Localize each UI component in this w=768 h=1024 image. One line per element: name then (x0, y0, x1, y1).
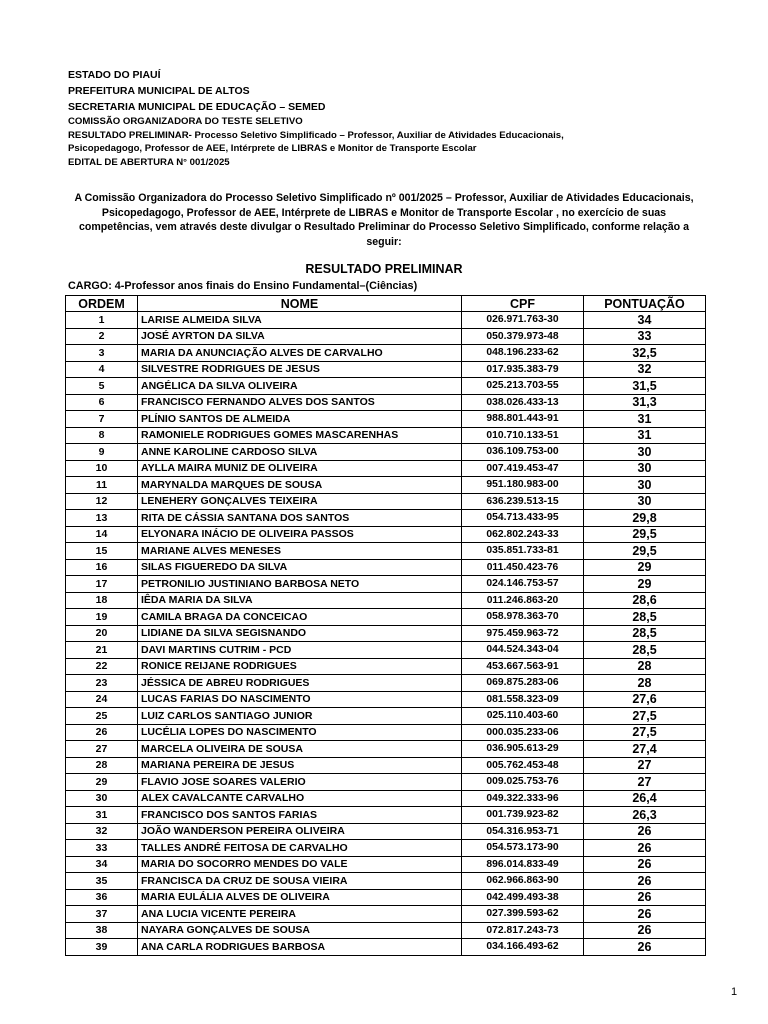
cell-nome: MARIANE ALVES MENESES (138, 543, 462, 560)
table-row (66, 823, 706, 840)
cell-cpf: 049.322.333-96 (462, 790, 584, 807)
cell-cpf: 034.166.493-62 (462, 939, 584, 956)
cell-cpf: 896.014.833-49 (462, 856, 584, 873)
cell-ordem: 32 (66, 823, 138, 840)
cell-pontuacao: 26 (584, 823, 706, 840)
cell-cpf: 005.762.453-48 (462, 757, 584, 774)
cell-ordem: 37 (66, 906, 138, 923)
cell-cpf: 011.450.423-76 (462, 559, 584, 576)
column-header-ordem: ORDEM (66, 296, 138, 312)
cell-pontuacao: 26 (584, 856, 706, 873)
cell-ordem: 22 (66, 658, 138, 675)
cell-nome: ANA LUCIA VICENTE PEREIRA (138, 906, 462, 923)
cell-nome: MARIA DO SOCORRO MENDES DO VALE (138, 856, 462, 873)
table-row (66, 708, 706, 725)
cell-cpf: 010.710.133-51 (462, 427, 584, 444)
cell-cpf: 026.971.763-30 (462, 312, 584, 329)
cell-cpf: 069.875.283-06 (462, 675, 584, 692)
table-row (66, 757, 706, 774)
cell-ordem: 20 (66, 625, 138, 642)
table-row (66, 658, 706, 675)
cell-cpf: 042.499.493-38 (462, 889, 584, 906)
cell-pontuacao: 32,5 (584, 345, 706, 362)
cell-cpf: 636.239.513-15 (462, 493, 584, 510)
cell-ordem: 36 (66, 889, 138, 906)
intro-line: Psicopedagogo, Professor de AEE, Intérprete de LIBRAS e Monitor de Transporte Escolar , no exercício de suas (101, 206, 667, 219)
cell-ordem: 11 (66, 477, 138, 494)
cell-pontuacao: 31,3 (584, 394, 706, 411)
cell-cpf: 050.379.973-48 (462, 328, 584, 345)
header-state: ESTADO DO PIAUÍ (68, 69, 161, 81)
cell-pontuacao: 30 (584, 493, 706, 510)
cell-ordem: 9 (66, 444, 138, 461)
cell-pontuacao: 26 (584, 939, 706, 956)
table-row (66, 675, 706, 692)
table-row (66, 856, 706, 873)
cell-cpf: 035.851.733-81 (462, 543, 584, 560)
table-row (66, 790, 706, 807)
table-row (66, 642, 706, 659)
table-row (66, 378, 706, 395)
cell-nome: MARYNALDA MARQUES DE SOUSA (138, 477, 462, 494)
cell-cpf: 036.905.613-29 (462, 741, 584, 758)
header-result-line-2: Psicopedagogo, Professor de AEE, Intérprete de LIBRAS e Monitor de Transporte Escolar (68, 143, 477, 154)
cell-nome: ANA CARLA RODRIGUES BARBOSA (138, 939, 462, 956)
cell-ordem: 14 (66, 526, 138, 543)
cell-nome: ANNE KAROLINE CARDOSO SILVA (138, 444, 462, 461)
cell-pontuacao: 27,6 (584, 691, 706, 708)
table-row (66, 493, 706, 510)
cell-nome: MARCELA OLIVEIRA DE SOUSA (138, 741, 462, 758)
cell-ordem: 5 (66, 378, 138, 395)
cell-cpf: 036.109.753-00 (462, 444, 584, 461)
cell-cpf: 001.739.923-82 (462, 807, 584, 824)
cell-ordem: 1 (66, 312, 138, 329)
table-row (66, 510, 706, 527)
cell-pontuacao: 27 (584, 757, 706, 774)
cell-cpf: 988.801.443-91 (462, 411, 584, 428)
cell-pontuacao: 27,5 (584, 724, 706, 741)
cell-pontuacao: 31,5 (584, 378, 706, 395)
table-row (66, 427, 706, 444)
cell-cpf: 062.802.243-33 (462, 526, 584, 543)
cell-pontuacao: 26 (584, 922, 706, 939)
cell-nome: NAYARA GONÇALVES DE SOUSA (138, 922, 462, 939)
column-header-pontuacao: PONTUAÇÃO (584, 296, 706, 312)
cell-nome: JOÃO WANDERSON PEREIRA OLIVEIRA (138, 823, 462, 840)
table-row (66, 394, 706, 411)
cell-pontuacao: 29,5 (584, 526, 706, 543)
cell-cpf: 048.196.233-62 (462, 345, 584, 362)
cell-nome: CAMILA BRAGA DA CONCEICAO (138, 609, 462, 626)
cell-ordem: 39 (66, 939, 138, 956)
header-prefecture: PREFEITURA MUNICIPAL DE ALTOS (68, 85, 250, 97)
cell-nome: DAVI MARTINS CUTRIM - PCD (138, 642, 462, 659)
cell-pontuacao: 33 (584, 328, 706, 345)
table-row (66, 345, 706, 362)
cell-cpf: 054.713.433-95 (462, 510, 584, 527)
cell-pontuacao: 29 (584, 559, 706, 576)
cell-ordem: 28 (66, 757, 138, 774)
cell-cpf: 017.935.383-79 (462, 361, 584, 378)
cargo-label: CARGO: 4-Professor anos finais do Ensino Fundamental–(Ciências) (68, 280, 418, 292)
cell-ordem: 17 (66, 576, 138, 593)
cell-nome: ELYONARA INÁCIO DE OLIVEIRA PASSOS (138, 526, 462, 543)
cell-ordem: 8 (66, 427, 138, 444)
table-row (66, 460, 706, 477)
cell-nome: JÉSSICA DE ABREU RODRIGUES (138, 675, 462, 692)
cell-pontuacao: 29,8 (584, 510, 706, 527)
cell-nome: AYLLA MAIRA MUNIZ DE OLIVEIRA (138, 460, 462, 477)
cell-nome: SILAS FIGUEREDO DA SILVA (138, 559, 462, 576)
cell-ordem: 21 (66, 642, 138, 659)
cell-ordem: 27 (66, 741, 138, 758)
cell-pontuacao: 28,6 (584, 592, 706, 609)
header-commission: COMISSÃO ORGANIZADORA DO TESTE SELETIVO (68, 116, 303, 127)
table-row (66, 526, 706, 543)
header-edital: EDITAL DE ABERTURA N° 001/2025 (68, 156, 230, 168)
cell-cpf: 044.524.343-04 (462, 642, 584, 659)
cell-pontuacao: 32 (584, 361, 706, 378)
cell-nome: MARIANA PEREIRA DE JESUS (138, 757, 462, 774)
cell-pontuacao: 28,5 (584, 642, 706, 659)
cell-cpf: 975.459.963-72 (462, 625, 584, 642)
cell-pontuacao: 34 (584, 312, 706, 329)
cell-pontuacao: 30 (584, 477, 706, 494)
intro-line: competências, vem através deste divulgar o Resultado Preliminar do Processo Seletivo Simplificado, conforme relação a (79, 221, 689, 233)
cell-pontuacao: 26 (584, 906, 706, 923)
table-row (66, 889, 706, 906)
cell-pontuacao: 28,5 (584, 625, 706, 642)
cell-cpf: 011.246.863-20 (462, 592, 584, 609)
intro-line: seguir: (366, 235, 402, 248)
cell-nome: MARIA EULÁLIA ALVES DE OLIVEIRA (138, 889, 462, 906)
column-header-cpf: CPF (462, 296, 584, 312)
table-row (66, 724, 706, 741)
cell-ordem: 19 (66, 609, 138, 626)
table-row (66, 840, 706, 857)
table-row (66, 477, 706, 494)
cell-pontuacao: 28,5 (584, 609, 706, 626)
cell-ordem: 34 (66, 856, 138, 873)
column-header-nome: NOME (138, 296, 462, 312)
cell-nome: LUIZ CARLOS SANTIAGO JUNIOR (138, 708, 462, 725)
cell-ordem: 10 (66, 460, 138, 477)
cell-cpf: 058.978.363-70 (462, 609, 584, 626)
cell-pontuacao: 30 (584, 444, 706, 461)
cell-ordem: 15 (66, 543, 138, 560)
cell-ordem: 2 (66, 328, 138, 345)
cell-cpf: 062.966.863-90 (462, 873, 584, 890)
cell-nome: RONICE REIJANE RODRIGUES (138, 658, 462, 675)
table-row (66, 543, 706, 560)
table-row (66, 361, 706, 378)
table-row (66, 592, 706, 609)
cell-pontuacao: 27,5 (584, 708, 706, 725)
cell-ordem: 25 (66, 708, 138, 725)
cell-pontuacao: 26 (584, 873, 706, 890)
table-row (66, 691, 706, 708)
cell-pontuacao: 26 (584, 840, 706, 857)
cell-ordem: 3 (66, 345, 138, 362)
cell-nome: SILVESTRE RODRIGUES DE JESUS (138, 361, 462, 378)
cell-cpf: 009.025.753-76 (462, 774, 584, 791)
table-row (66, 922, 706, 939)
cell-nome: TALLES ANDRÉ FEITOSA DE CARVALHO (138, 840, 462, 857)
cell-cpf: 081.558.323-09 (462, 691, 584, 708)
results-table (65, 295, 706, 956)
table-header-row (66, 296, 706, 312)
cell-cpf: 024.146.753-57 (462, 576, 584, 593)
table-row (66, 312, 706, 329)
table-row (66, 939, 706, 956)
cell-pontuacao: 29,5 (584, 543, 706, 560)
cell-ordem: 38 (66, 922, 138, 939)
cell-nome: FRANCISCO FERNANDO ALVES DOS SANTOS (138, 394, 462, 411)
table-row (66, 411, 706, 428)
cell-pontuacao: 28 (584, 658, 706, 675)
cell-nome: LUCAS FARIAS DO NASCIMENTO (138, 691, 462, 708)
cell-ordem: 18 (66, 592, 138, 609)
header-secretariat: SECRETARIA MUNICIPAL DE EDUCAÇÃO – SEMED (68, 101, 326, 113)
table-row (66, 774, 706, 791)
cell-ordem: 7 (66, 411, 138, 428)
cell-nome: IÊDA MARIA DA SILVA (138, 592, 462, 609)
cell-ordem: 13 (66, 510, 138, 527)
cell-cpf: 951.180.983-00 (462, 477, 584, 494)
page-number: 1 (731, 986, 738, 998)
cell-cpf: 007.419.453-47 (462, 460, 584, 477)
cell-cpf: 027.399.593-62 (462, 906, 584, 923)
cell-cpf: 025.213.703-55 (462, 378, 584, 395)
cell-nome: ALEX CAVALCANTE CARVALHO (138, 790, 462, 807)
table-row (66, 444, 706, 461)
cell-ordem: 24 (66, 691, 138, 708)
table-row (66, 625, 706, 642)
cell-cpf: 054.573.173-90 (462, 840, 584, 857)
cell-cpf: 025.110.403-60 (462, 708, 584, 725)
cell-ordem: 16 (66, 559, 138, 576)
cell-nome: RITA DE CÁSSIA SANTANA DOS SANTOS (138, 510, 462, 527)
document-header (68, 67, 728, 169)
cell-ordem: 23 (66, 675, 138, 692)
cell-nome: ANGÉLICA DA SILVA OLIVEIRA (138, 378, 462, 395)
cell-ordem: 30 (66, 790, 138, 807)
cell-cpf: 038.026.433-13 (462, 394, 584, 411)
cell-pontuacao: 28 (584, 675, 706, 692)
cell-nome: RAMONIELE RODRIGUES GOMES MASCARENHAS (138, 427, 462, 444)
table-row (66, 741, 706, 758)
cell-nome: FRANCISCO DOS SANTOS FARIAS (138, 807, 462, 824)
cell-nome: PLÍNIO SANTOS DE ALMEIDA (138, 411, 462, 428)
table-row (66, 807, 706, 824)
result-title: RESULTADO PRELIMINAR (305, 262, 463, 276)
cell-pontuacao: 26 (584, 889, 706, 906)
cell-cpf: 000.035.233-06 (462, 724, 584, 741)
cell-cpf: 054.316.953-71 (462, 823, 584, 840)
cell-pontuacao: 27 (584, 774, 706, 791)
cell-pontuacao: 26,3 (584, 807, 706, 824)
cell-nome: LENEHERY GONÇALVES TEIXEIRA (138, 493, 462, 510)
cell-nome: FRANCISCA DA CRUZ DE SOUSA VIEIRA (138, 873, 462, 890)
cell-pontuacao: 30 (584, 460, 706, 477)
cell-nome: MARIA DA ANUNCIAÇÃO ALVES DE CARVALHO (138, 345, 462, 362)
table-row (66, 609, 706, 626)
cell-ordem: 26 (66, 724, 138, 741)
cell-pontuacao: 26,4 (584, 790, 706, 807)
cell-ordem: 29 (66, 774, 138, 791)
table-row (66, 328, 706, 345)
cell-ordem: 33 (66, 840, 138, 857)
cell-pontuacao: 31 (584, 411, 706, 428)
header-result-line-1: RESULTADO PRELIMINAR- Processo Seletivo Simplificado – Professor, Auxiliar de Atividades Educacionais, (68, 129, 564, 141)
cell-pontuacao: 29 (584, 576, 706, 593)
cell-nome: FLAVIO JOSE SOARES VALERIO (138, 774, 462, 791)
cell-cpf: 453.667.563-91 (462, 658, 584, 675)
cell-ordem: 12 (66, 493, 138, 510)
cell-ordem: 4 (66, 361, 138, 378)
cell-ordem: 31 (66, 807, 138, 824)
cell-nome: LUCÉLIA LOPES DO NASCIMENTO (138, 724, 462, 741)
cell-pontuacao: 31 (584, 427, 706, 444)
intro-paragraph (60, 191, 708, 249)
table-row (66, 873, 706, 890)
cell-nome: JOSÉ AYRTON DA SILVA (138, 328, 462, 345)
table-row (66, 906, 706, 923)
cell-ordem: 35 (66, 873, 138, 890)
table-row (66, 559, 706, 576)
cell-nome: LIDIANE DA SILVA SEGISNANDO (138, 625, 462, 642)
intro-line: A Comissão Organizadora do Processo Seletivo Simplificado nº 001/2025 – Professor, Auxiliar de Atividades Educacionais, (74, 192, 694, 204)
cell-pontuacao: 27,4 (584, 741, 706, 758)
cell-cpf: 072.817.243-73 (462, 922, 584, 939)
cell-nome: LARISE ALMEIDA SILVA (138, 312, 462, 329)
cell-nome: PETRONILIO JUSTINIANO BARBOSA NETO (138, 576, 462, 593)
cell-ordem: 6 (66, 394, 138, 411)
table-row (66, 576, 706, 593)
